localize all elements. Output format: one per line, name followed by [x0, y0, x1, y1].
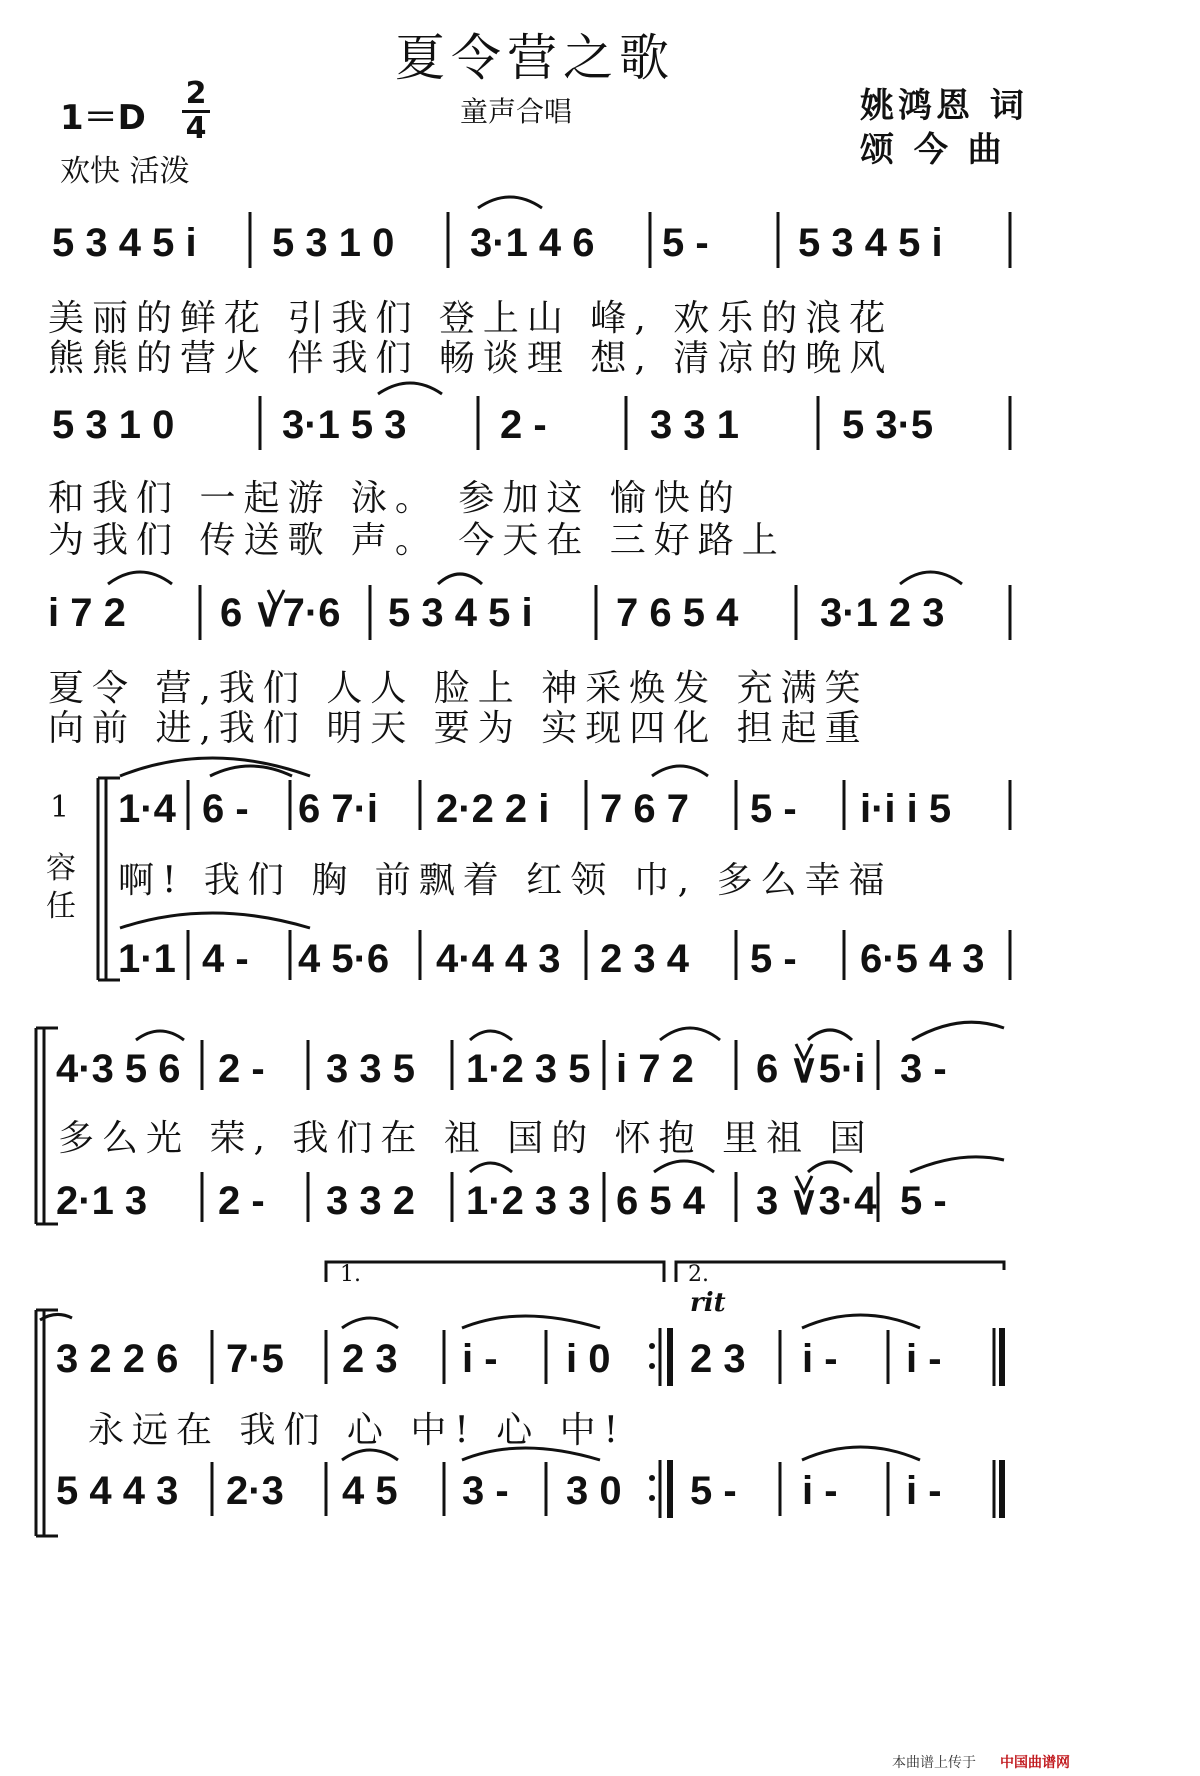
measure-notes: 5 3·5 — [842, 403, 934, 447]
measure-notes: 3 2 2 6 — [56, 1337, 179, 1381]
tempo-marking: 欢快 活泼 — [60, 154, 190, 189]
time-sig-denominator: 4 — [185, 111, 207, 146]
side-label-char: 容 — [46, 851, 76, 886]
first-ending-label: 1. — [340, 1262, 361, 1287]
measure-notes: 5 3 4 5 i — [388, 591, 533, 635]
lyric-line: 和我们 一起游 泳。 参加这 愉快的 — [48, 478, 742, 519]
measure-notes: 5 - — [900, 1179, 947, 1223]
measure-notes: 3·1 4 6 — [470, 221, 595, 265]
lyric-line: 熊熊的营火 伴我们 畅谈理 想, 清凉的晚风 — [48, 338, 894, 379]
measure-notes: 1·1 — [118, 937, 176, 981]
site-name: 中国曲谱网 — [1000, 1755, 1070, 1771]
measure-notes: 2·3 — [226, 1469, 284, 1513]
measure-notes: 5 - — [750, 787, 797, 831]
measure-notes: 4·4 4 3 — [436, 937, 561, 981]
lyric-line: 夏令 营,我们 人人 脸上 神采焕发 充满笑 — [48, 668, 869, 709]
lyric-line: 啊! 我们 胸 前飘着 红领 巾, 多么幸福 — [118, 860, 893, 901]
measure-notes: 3 0 — [566, 1469, 622, 1513]
upload-note: 本曲谱上传于 — [892, 1755, 976, 1771]
measure-notes: i - — [906, 1469, 942, 1513]
song-subtitle: 童声合唱 — [460, 95, 573, 128]
measure-notes: 1·2 3 5 — [466, 1047, 591, 1091]
measure-notes: 2 3 4 — [600, 937, 689, 981]
measure-notes: 6 5 4 — [616, 1179, 705, 1223]
measure-notes: 5 - — [690, 1469, 737, 1513]
measure-notes: 4 - — [202, 937, 249, 981]
ritardando-marking: rit — [690, 1288, 726, 1318]
lyricist-credit: 姚鸿恩 词 — [860, 86, 1028, 126]
composer-credit: 颂 今 曲 — [860, 130, 1006, 170]
measure-notes: 3 3 1 — [650, 403, 739, 447]
time-sig-numerator: 2 — [185, 76, 207, 111]
measure-notes: 3·1 5 3 — [282, 403, 407, 447]
measure-notes: i - — [802, 1337, 838, 1381]
measure-notes: 5 3 4 5 i — [52, 221, 197, 265]
lyric-line: 永远在 我们 心 中! 心 中! — [88, 1410, 627, 1451]
measure-notes: i - — [906, 1337, 942, 1381]
measure-notes: 6 7·i — [298, 787, 379, 831]
measure-notes: 6 ∨7·6 — [220, 591, 341, 635]
measure-notes: 7·5 — [226, 1337, 284, 1381]
measure-notes: 4 5·6 — [298, 937, 390, 981]
second-ending-label: 2. — [688, 1262, 709, 1287]
measure-notes: 3 - — [462, 1469, 509, 1513]
measure-notes: i - — [462, 1337, 498, 1381]
measure-notes: i 0 — [566, 1337, 611, 1381]
side-label-char: 任 — [46, 889, 76, 924]
measure-notes: 2 - — [218, 1179, 265, 1223]
measure-notes: 2 3 — [342, 1337, 398, 1381]
measure-notes: 3 3 5 — [326, 1047, 415, 1091]
measure-notes: 4·3 5 6 — [56, 1047, 181, 1091]
song-title: 夏令营之歌 — [395, 29, 675, 87]
measure-notes: 1·4 — [118, 787, 176, 831]
measure-notes: 7 6 7 — [600, 787, 689, 831]
measure-notes: i 7 2 — [48, 591, 126, 635]
measure-notes: 5 3 1 0 — [52, 403, 175, 447]
lyric-line: 向前 进,我们 明天 要为 实现四化 担起重 — [48, 708, 869, 749]
measure-notes: 3 ∨3·4 — [756, 1179, 877, 1223]
lyric-line: 多么光 荣, 我们在 祖 国的 怀抱 里祖 国 — [58, 1118, 874, 1159]
measure-notes: i·i i 5 — [860, 787, 952, 831]
lyric-line: 为我们 传送歌 声。 今天在 三好路上 — [48, 520, 786, 561]
measure-notes: 5 4 4 3 — [56, 1469, 179, 1513]
measure-notes: 2 - — [500, 403, 547, 447]
measure-notes: i - — [802, 1469, 838, 1513]
measure-notes: 7 6 5 4 — [616, 591, 739, 635]
measure-notes: 5 3 1 0 — [272, 221, 395, 265]
measure-notes: 3 - — [900, 1047, 947, 1091]
measure-notes: 5 - — [750, 937, 797, 981]
lyric-line: 美丽的鲜花 引我们 登上山 峰, 欢乐的浪花 — [48, 298, 894, 339]
measure-notes: 3·1 2 3 — [820, 591, 945, 635]
measure-notes: 1·2 3 3 — [466, 1179, 591, 1223]
measure-notes: 5 3 4 5 i — [798, 221, 943, 265]
measure-notes: 6 - — [202, 787, 249, 831]
measure-notes: 4 5 — [342, 1469, 398, 1513]
measure-notes: 3 3 2 — [326, 1179, 415, 1223]
measure-notes: 2 3 — [690, 1337, 746, 1381]
measure-notes: i 7 2 — [616, 1047, 694, 1091]
volta-marker: 1 — [50, 790, 70, 825]
measure-notes: 2 - — [218, 1047, 265, 1091]
measure-notes: 5 - — [662, 221, 709, 265]
measure-notes: 2·2 2 i — [436, 787, 550, 831]
measure-notes: 6 ∨5·i — [756, 1047, 866, 1091]
key-signature: 1＝D — [60, 98, 146, 138]
measure-notes: 2·1 3 — [56, 1179, 148, 1223]
measure-notes: 6·5 4 3 — [860, 937, 985, 981]
